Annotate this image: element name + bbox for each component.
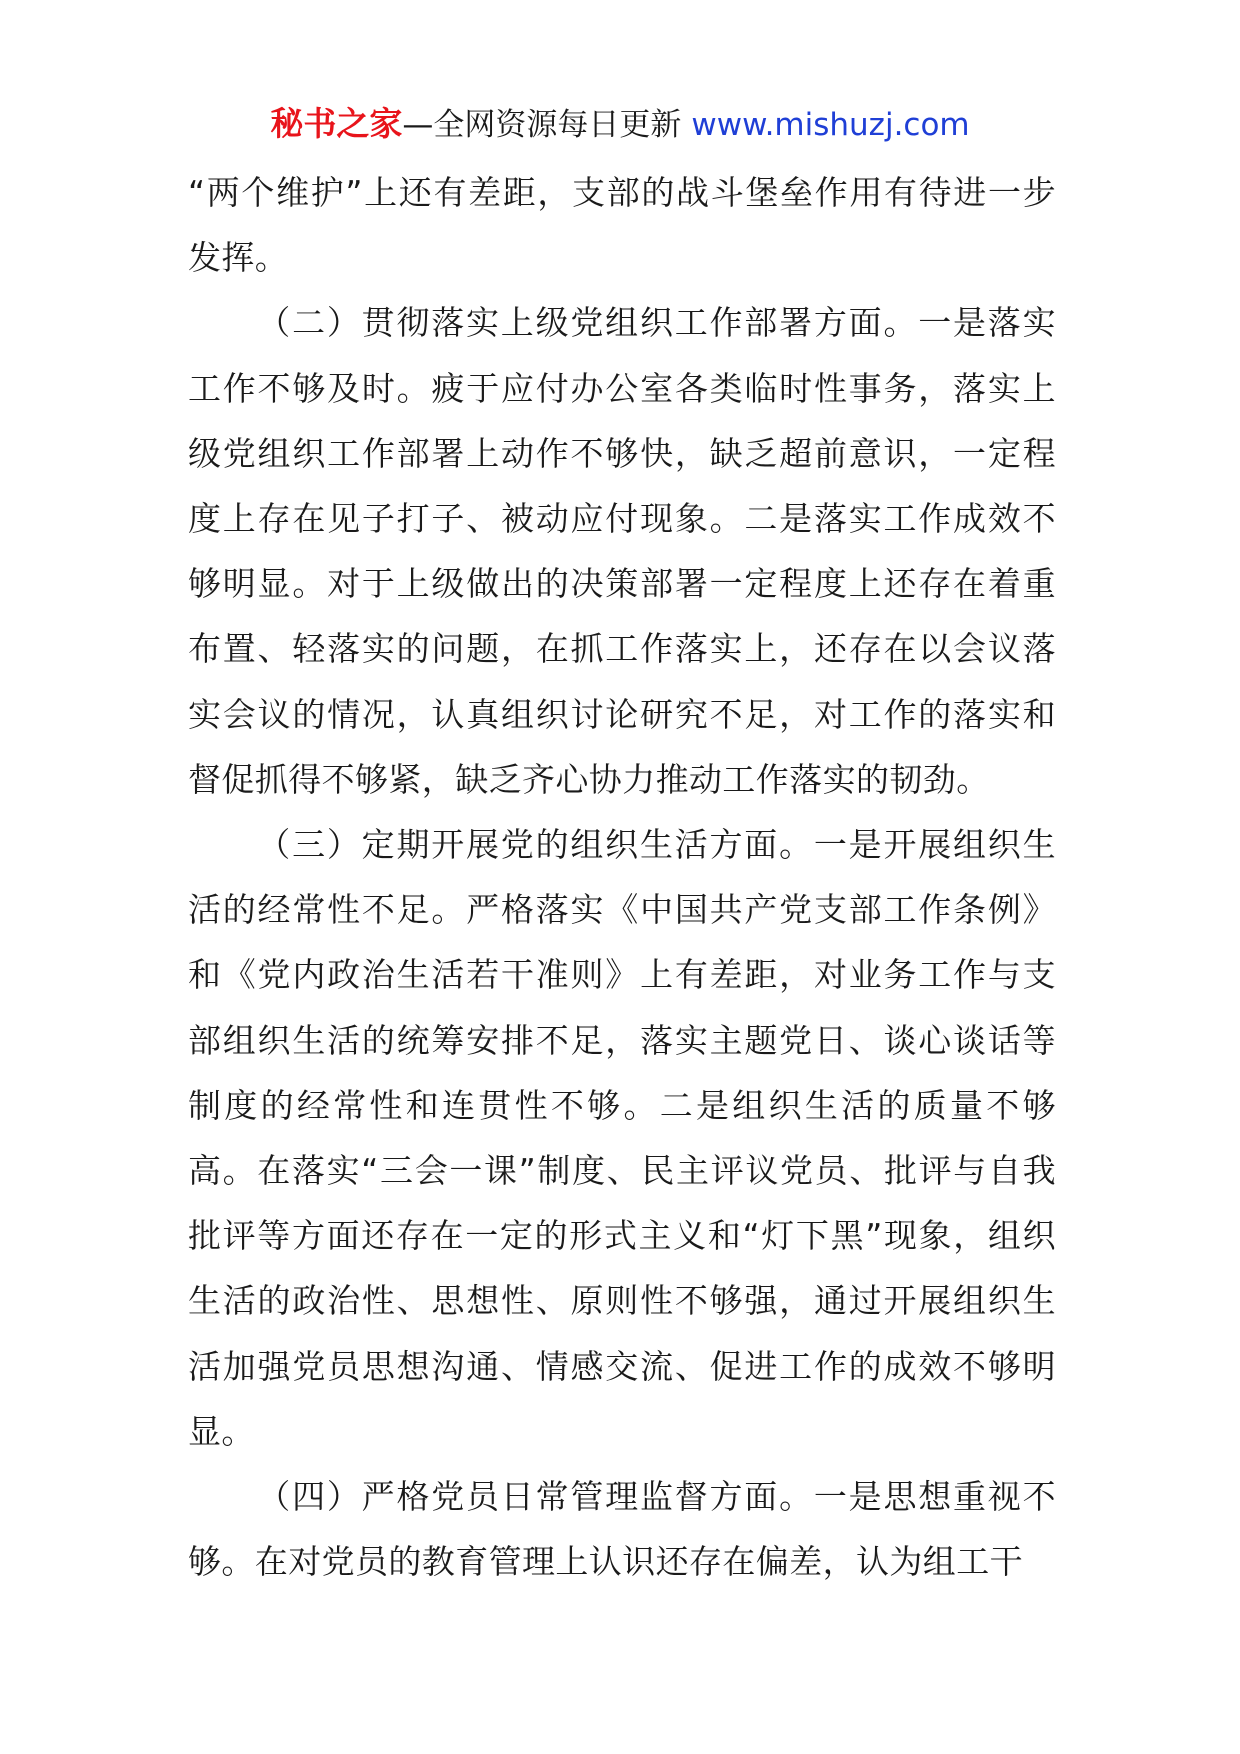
page-header xyxy=(0,102,1240,147)
paragraph-section-4: （四）严格党员日常管理监督方面。一是思想重视不够。在对党员的教育管理上认识还存在偏差，认为组工干 xyxy=(188,1477,1056,1582)
paragraph-continuation: “两个维护”上还有差距，支部的战斗堡垒作用有待进一步发挥。 xyxy=(188,173,1056,278)
paragraph-section-3: （三）定期开展党的组织生活方面。一是开展组织生活的经常性不足。严格落实《中国共产党支部工作条例》和《党内政治生活若干准则》上有差距，对业务工作与支部组织生活的统筹安排不足，落实主题党日、谈心谈话等制度的经常性和连贯性不够。二是组织生活的质量不够高。在落实“三会一课”制度、民主评议党员、批评与自我批评等方面还存在一定的形式主义和“灯下黑”现象，组织生活的政治性、思想性、原则性不够强，通过开展组织生活加强党员思想沟通、情感交流、促进工作的成效不够明显。 xyxy=(188,825,1056,1451)
website-link[interactable]: www.mishuzj.com xyxy=(691,107,970,143)
header-tagline: —全网资源每日更新 xyxy=(402,107,682,143)
paragraph-section-2: （二）贯彻落实上级党组织工作部署方面。一是落实工作不够及时。疲于应付办公室各类临时性事务，落实上级党组织工作部署上动作不够快，缺乏超前意识，一定程度上存在见子打子、被动应付现象。二是落实工作成效不够明显。对于上级做出的决策部署一定程度上还存在着重布置、轻落实的问题，在抓工作落实上，还存在以会议落实会议的情况，认真组织讨论研究不足，对工作的落实和督促抓得不够紧，缺乏齐心协力推动工作落实的韧劲。 xyxy=(188,303,1056,799)
brand-name: 秘书之家 xyxy=(270,104,403,143)
document-body xyxy=(188,160,1056,1594)
